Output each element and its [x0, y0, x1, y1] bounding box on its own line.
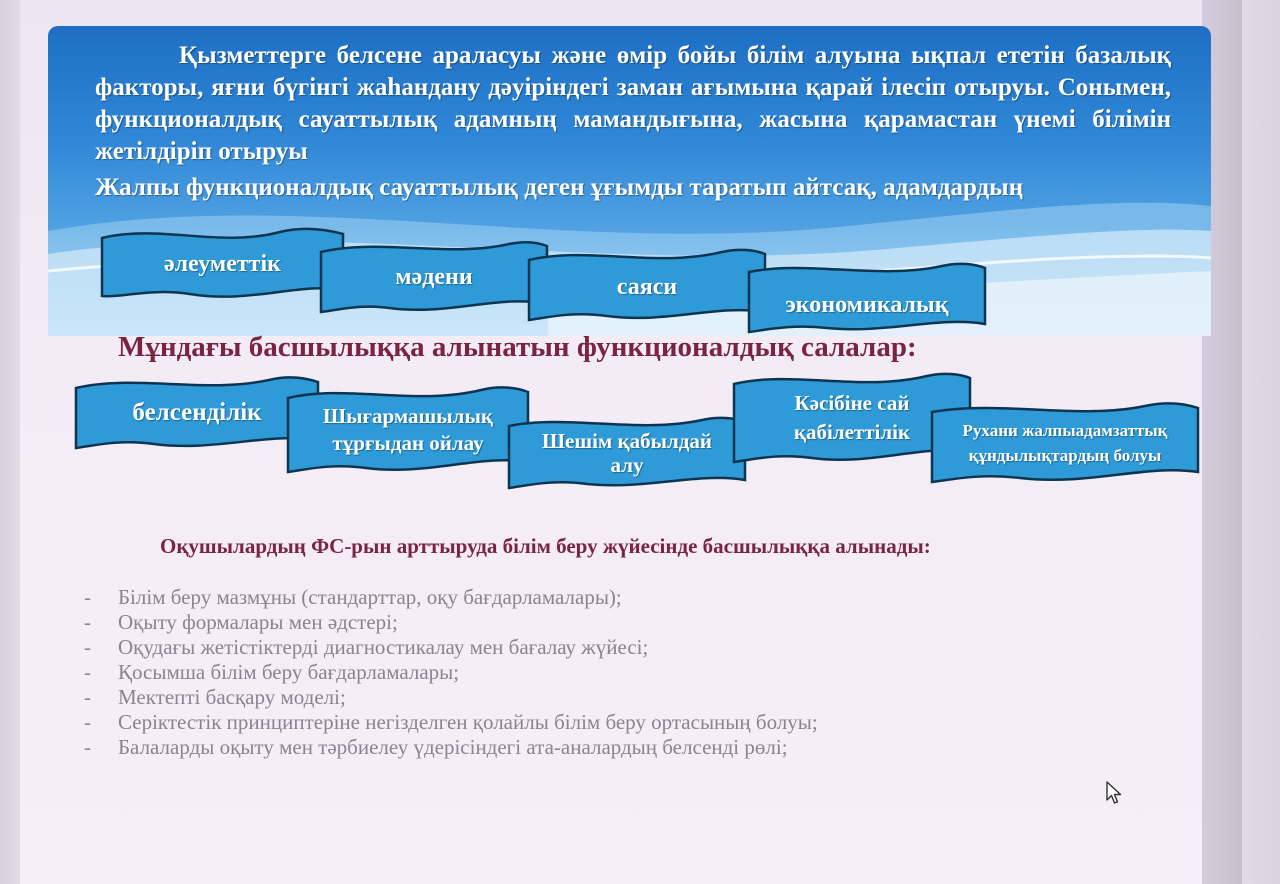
list-item — [84, 635, 1084, 660]
header-paragraph-1: Қызметтерге белсене араласуы және өмір бойы білім алуына ықпал ететін базалық факторы, яғни бүгінгі жаһандану дәуіріндегі заман ағымына қарай ілесіп отыруы. Сонымен, функционалдық сауаттылық адамның мамандығына, жасына қарамастан үнемі білімін жетілдіріп отыруы — [95, 42, 1171, 165]
header-paragraph-2: Жалпы функционалдық сауаттылық деген ұғымды таратып айтсақ, адамдардың — [95, 174, 1024, 201]
list-item — [84, 585, 1084, 610]
list-item — [84, 610, 1084, 635]
banner-spiritual-values — [930, 400, 1200, 486]
priority-list — [84, 585, 1084, 760]
banner-spiritual-values-line1: Рухани жалпыадамзаттық — [962, 421, 1168, 440]
bullet-dash: - — [84, 660, 91, 684]
list-item-text: Оқыту формалары мен әдстері; — [118, 610, 398, 634]
banner-spiritual-values-label — [930, 400, 1200, 490]
list-item — [84, 660, 1084, 685]
bullet-dash: - — [84, 685, 91, 709]
banner-cultural-label: мәдени — [395, 263, 473, 290]
section-title: Мұндағы басшылыққа алынатын функционалдық салалар: — [118, 331, 917, 363]
banner-social — [100, 226, 345, 302]
banner-spiritual-values-line2: құндылықтардың болуы — [968, 446, 1162, 465]
bullet-dash: - — [84, 635, 91, 659]
banner-creative-thinking-line1: Шығармашылық — [323, 404, 493, 428]
bullet-dash: - — [84, 610, 91, 634]
banner-creative-thinking-line2: тұрғыдан ойлау — [332, 431, 484, 455]
banner-social-label: әлеуметтік — [164, 250, 281, 277]
list-item — [84, 735, 1084, 760]
header-text — [95, 40, 1171, 204]
bullet-dash: - — [84, 735, 91, 759]
subtitle: Оқушылардың ФС-рын арттыруда білім беру жүйесінде басшылыққа алынады: — [160, 534, 931, 558]
list-item-text: Білім беру мазмұны (стандарттар, оқу бағдарламалары); — [118, 585, 622, 609]
list-item-text: Балаларды оқыту мен тәрбиелеу үдерісіндегі ата-аналардың белсенді рөлі; — [118, 735, 788, 759]
banner-activity-label: белсенділік — [132, 399, 262, 426]
banner-creative-thinking — [286, 384, 530, 476]
banner-decision-making — [507, 414, 747, 492]
list-item-text: Мектепті басқару моделі; — [118, 685, 346, 709]
banner-creative-thinking-label — [286, 384, 530, 480]
banner-professional-ability-line1: Кәсібіне сай — [794, 391, 910, 415]
banner-professional-ability-line2: қабілеттілік — [793, 420, 911, 444]
banner-decision-making-line2: алу — [610, 453, 644, 477]
list-item — [84, 685, 1084, 710]
banner-activity — [74, 374, 320, 452]
mouse-pointer-icon — [1105, 780, 1123, 806]
list-item — [84, 710, 1084, 735]
banner-cultural — [319, 238, 549, 316]
banner-economic — [747, 260, 987, 334]
banner-economic-label: экономикалық — [785, 291, 949, 318]
banner-decision-making-line1: Шешім қабылдай — [542, 429, 712, 453]
banner-decision-making-label — [507, 414, 747, 492]
list-item-text: Серіктестік принциптеріне негізделген қолайлы білім беру ортасының болуы; — [118, 710, 818, 734]
banner-political — [527, 246, 767, 324]
bullet-dash: - — [84, 710, 91, 734]
list-item-text: Қосымша білім беру бағдарламалары; — [118, 660, 460, 684]
list-item-text: Оқудағы жетістіктерді диагностикалау мен бағалау жүйесі; — [118, 635, 649, 659]
bullet-dash: - — [84, 585, 91, 609]
banner-political-label: саяси — [616, 273, 678, 300]
